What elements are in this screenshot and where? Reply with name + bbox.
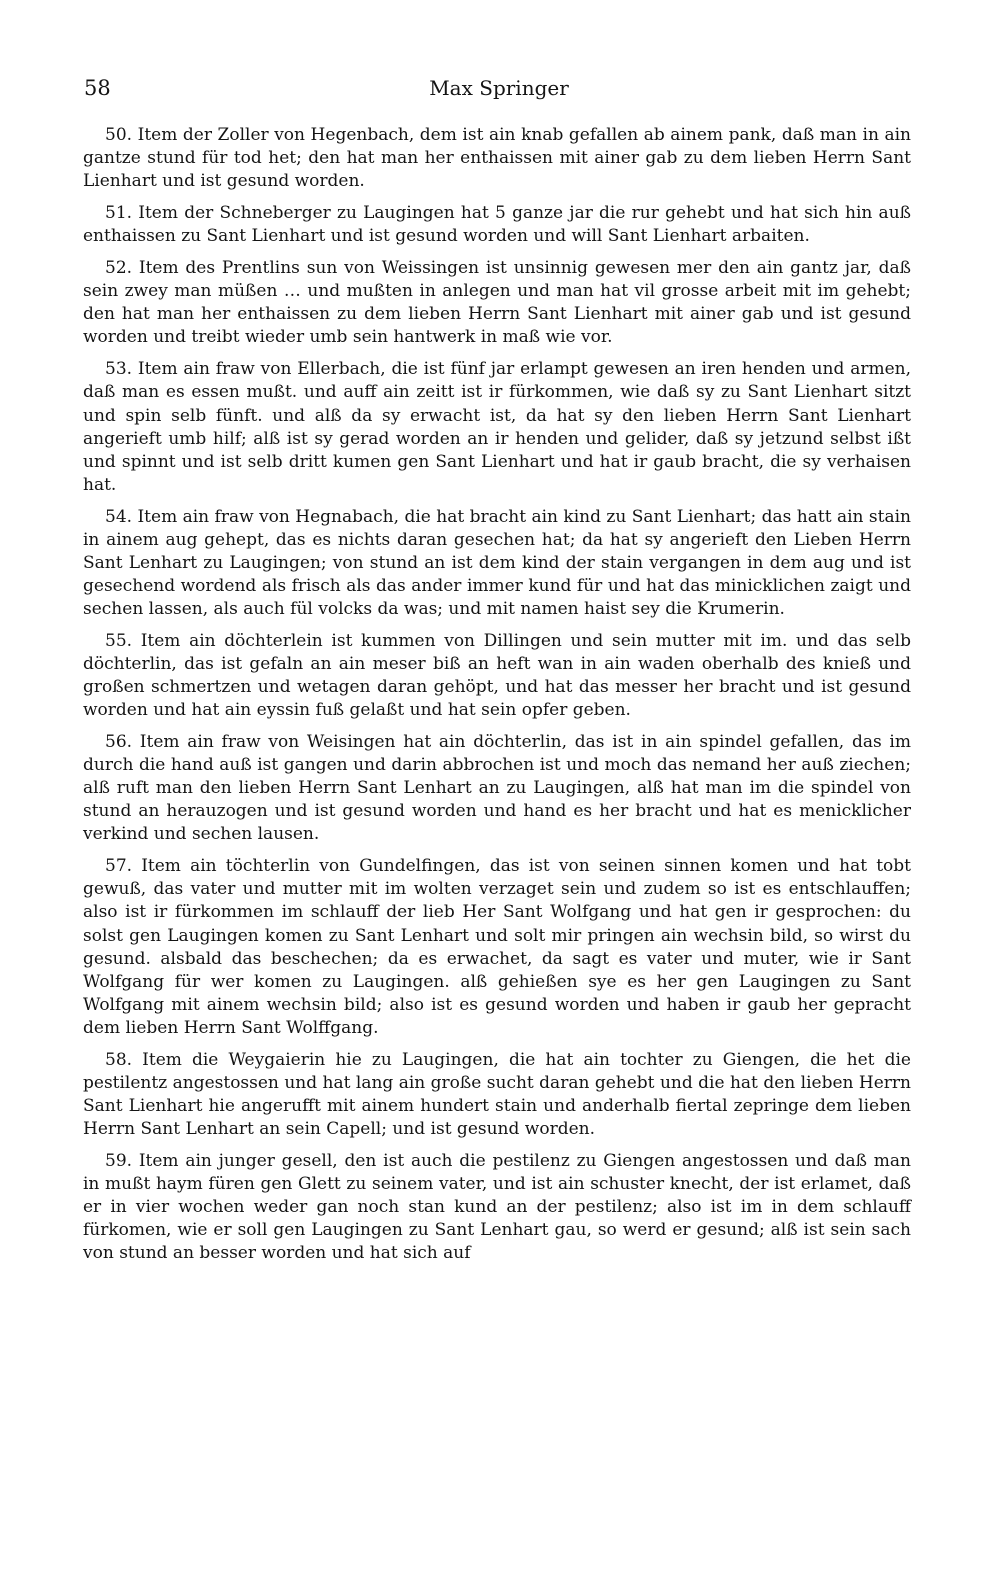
entry-58: 58. Item die Weygaierin hie zu Laugingen, die hat ain tochter zu Giengen, die het die pestilentz angestossen und hat lang ain große sucht daran gehebt und die hat den lieben Herrn Sant Lienhart hie angerufft mit ainem hundert stain und anderhalb fiertal zepringe dem lieben Herrn Sant Lenhart an sein Capell; und ist gesund worden. (83, 1049, 911, 1139)
entry-56: 56. Item ain fraw von Weisingen hat ain döchterlin, das ist in ain spindel gefallen, das im durch die hand auß ist gangen und darin abbrochen ist und moch das nemand her auß ziechen; alß ruft man den lieben Herrn Sant Lenhart an zu Laugingen, alß hat man im die spindel von stund an herauzogen und ist gesund worden und hand es her bracht und hat es menicklicher verkind und sechen lausen. (83, 732, 911, 845)
entry-50: 50. Item der Zoller von Hegenbach, dem ist ain knab gefallen ab ainem pank, daß man in ain gantze stund für tod het; den hat man her enthaissen mit ainer gab zu dem lieben Herrn Sant Lienhart und ist gesund worden. (83, 125, 911, 192)
entry-57: 57. Item ain töchterlin von Gundelfingen, das ist von seinen sinnen komen und hat tobt gewuß, das vater und mutter mit im wolten verzaget sein und zudem so ist es entschlauffen; also ist ir fürkommen im schlauff der lieb Her Sant Wolfgang und hat gen ir gesprochen: du solst gen Laugingen komen zu Sant Lenhart und solt mir pringen ain wechsin bild, so wirst du gesund. alsbald das beschechen; da es erwachet, da sagt es vater und muter, wie ir Sant Wolfgang für wer komen zu Laugingen. alß gehießen sye es her gen Laugingen zu Sant Wolfgang mit ainem wechsin bild; also ist es gesund worden und haben ir gaub her gepracht dem lieben Herrn Sant Wolffgang. (83, 856, 911, 1038)
page-number: 58 (84, 76, 111, 100)
entry-55: 55. Item ain döchterlein ist kummen von Dillingen und sein mutter mit im. und das selb döchterlin, das ist gefaln an ain meser biß an heft wan in ain waden oberhalb des knieß und großen schmertzen und wetagen daran gehöpt, und hat das messer her bracht und ist gesund worden und hat ain eyssin fuß gelaßt und hat sein opfer geben. (83, 630, 911, 721)
page-header (84, 74, 914, 106)
entry-59: 59. Item ain junger gesell, den ist auch die pestilenz zu Giengen angestossen und daß man in mußt haym füren gen Glett zu seinem vater, und ist ain schuster knecht, der ist erlamet, daß er in vier wochen weder gan noch stan kund an der pestilenz; also ist im in dem schlauff fürkomen, wie er soll gen Laugingen zu Sant Lenhart gau, so werd er gesund; alß ist sein sach von stund an besser worden und hat sich auf (83, 1150, 911, 1264)
entry-51: 51. Item der Schneberger zu Laugingen hat 5 ganze jar die rur gehebt und hat sich hin auß enthaissen zu Sant Lienhart und ist gesund worden und will Sant Lienhart arbaiten. (83, 203, 911, 247)
entry-52: 52. Item des Prentlins sun von Weissingen ist unsinnig gewesen mer den ain gantz jar, daß sein zwey man müßen … und mußten in anlegen und man hat vil grosse arbeit mit im gehebt; den hat man her enthaissen zu dem lieben Herrn Sant Lienhart mit ainer gab und ist gesund worden und treibt wieder umb sein hantwerk in maß wie vor. (83, 258, 911, 348)
running-title: Max Springer (429, 76, 569, 100)
entry-54: 54. Item ain fraw von Hegnabach, die hat bracht ain kind zu Sant Lienhart; das hatt ain stain in ainem aug gehept, das es nichts daran gesechen hat; da hat sy angerieft den Lieben Herrn Sant Lenhart zu Laugingen; von stund an ist dem kind der stain vergangen in dem aug und ist gesechend wordend als frisch als das ander immer kund für und hat das minicklichen zaigt und sechen lassen, als auch fül volcks da was; und mit namen haist sey die Krumerin. (83, 506, 911, 619)
entry-53: 53. Item ain fraw von Ellerbach, die ist fünf jar erlampt gewesen an iren henden und armen, daß man es essen mußt. und auff ain zeitt ist ir fürkommen, wie daß sy zu Sant Lienhart sitzt und spin selb fünft. und alß da sy erwacht ist, da hat sy den lieben Herrn Sant Lienhart angerieft umb hilf; alß ist sy gerad worden an ir henden und gelider, daß sy jetzund selbst ißt und spinnt und ist selb dritt kumen gen Sant Lienhart und hat ir gaub bracht, die sy verhaisen hat. (83, 359, 911, 495)
body-text (83, 124, 911, 1265)
